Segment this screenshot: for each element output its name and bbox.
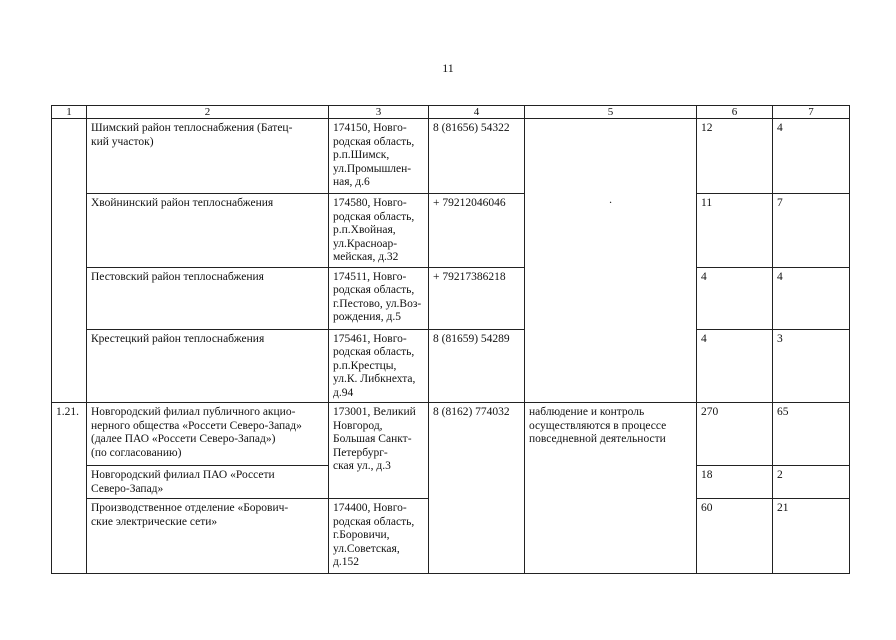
address-cell: 174400, Новго- родская область, г.Боровичи, ул.Советская, д.152 <box>329 499 429 574</box>
organization-cell: Новгородский филиал ПАО «Россети Северо-Запад» <box>87 466 329 499</box>
count-cell: 65 <box>773 403 850 466</box>
data-table <box>51 105 850 574</box>
col-header-2: 2 <box>87 106 329 119</box>
col-header-6: 6 <box>697 106 773 119</box>
count-cell: 18 <box>697 466 773 499</box>
count-cell: 4 <box>773 267 850 329</box>
organization-cell: Шимский район теплоснабжения (Батец- кий участок) <box>87 119 329 194</box>
count-cell: 4 <box>773 119 850 194</box>
organization-cell: Производственное отделение «Борович- ские электрические сети» <box>87 499 329 574</box>
address-cell: 175461, Новго- родская область, р.п.Крестцы, ул.К. Либкнехта, д.94 <box>329 329 429 403</box>
row-number-cell: 1.21. <box>52 403 87 574</box>
organization-cell: Новгородский филиал публичного акцио- нерного общества «Россети Северо-Запад» (далее ПАО «Россети Северо-Запад») (по согласованию) <box>87 403 329 466</box>
address-cell: 174150, Новго- родская область, р.п.Шимск, ул.Промышлен- ная, д.6 <box>329 119 429 194</box>
count-cell: 11 <box>697 194 773 268</box>
organization-cell: Крестецкий район теплоснабжения <box>87 329 329 403</box>
table-row <box>52 194 850 268</box>
address-cell: 174580, Новго- родская область, р.п.Хвойная, ул.Красноар- мейская, д.32 <box>329 194 429 268</box>
row-number-cell <box>52 119 87 403</box>
phone-cell: + 79212046046 <box>429 194 525 268</box>
count-cell: 4 <box>697 329 773 403</box>
address-cell: 173001, Великий Новгород, Большая Санкт- Петербург- ская ул., д.3 <box>329 403 429 499</box>
count-cell: 2 <box>773 466 850 499</box>
phone-cell: 8 (81656) 54322 <box>429 119 525 194</box>
table-row <box>52 329 850 403</box>
organization-cell: Пестовский район теплоснабжения <box>87 267 329 329</box>
page-number: 11 <box>442 61 454 75</box>
count-cell: 21 <box>773 499 850 574</box>
count-cell: 4 <box>697 267 773 329</box>
count-cell: 270 <box>697 403 773 466</box>
phone-cell: 8 (81659) 54289 <box>429 329 525 403</box>
address-cell: 174511, Новго- родская область, г.Пестово, ул.Воз- рождения, д.5 <box>329 267 429 329</box>
count-cell: 7 <box>773 194 850 268</box>
phone-cell: 8 (8162) 774032 <box>429 403 525 574</box>
table-header-row <box>52 106 850 119</box>
col-header-4: 4 <box>429 106 525 119</box>
organization-cell: Хвойнинский район теплоснабжения <box>87 194 329 268</box>
count-cell: 12 <box>697 119 773 194</box>
phone-cell: + 79217386218 <box>429 267 525 329</box>
col-header-1: 1 <box>52 106 87 119</box>
table-row <box>52 403 850 466</box>
monitoring-cell: . <box>525 119 697 403</box>
count-cell: 3 <box>773 329 850 403</box>
count-cell: 60 <box>697 499 773 574</box>
table-row <box>52 267 850 329</box>
table-row <box>52 119 850 194</box>
col-header-7: 7 <box>773 106 850 119</box>
col-header-5: 5 <box>525 106 697 119</box>
col-header-3: 3 <box>329 106 429 119</box>
monitoring-cell: наблюдение и контроль осуществляются в процессе повседневной деятельности <box>525 403 697 574</box>
